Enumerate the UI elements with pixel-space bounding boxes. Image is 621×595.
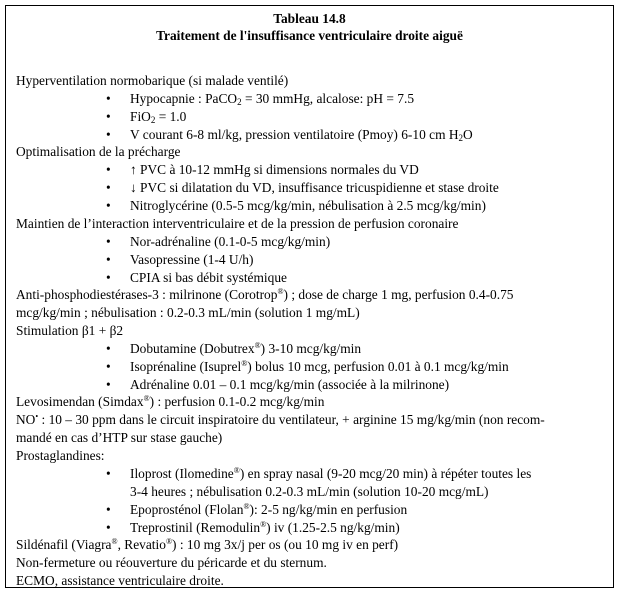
bullet-icon: •	[106, 466, 111, 481]
list-item-treprostinil: Treprostinil (Remodulin®) iv (1.25-2.5 ng/kg/min)	[130, 520, 400, 535]
text-levosimendan: Levosimendan (Simdax®) : perfusion 0.1-0.2 mcg/kg/min	[16, 394, 325, 409]
bullet-icon: •	[106, 109, 111, 124]
bullet-icon: •	[106, 252, 111, 267]
list-item-iloprost-line2: 3-4 heures ; nébulisation 0.2-0.3 mL/min (solution 10-20 mcg/mL)	[130, 484, 489, 499]
list-item-isoprenaline: Isoprénaline (Isuprel®) bolus 10 mcg, perfusion 0.01 à 0.1 mcg/kg/min	[130, 359, 509, 374]
bullet-icon: •	[106, 270, 111, 285]
list-item-hypocapnie: Hypocapnie : PaCO$_2$ = 30 mmHg, alcalose: pH = 7.5	[130, 91, 415, 107]
section-heading-interaction: Maintien de l’interaction interventriculaire et de la pression de perfusion coronaire	[16, 216, 459, 231]
bullet-icon: •	[106, 234, 111, 249]
list-item-fio2: FiO$_2$ = 1.0	[130, 109, 187, 125]
table-frame	[5, 5, 614, 588]
bullet-icon: •	[106, 520, 111, 535]
bullet-icon: •	[106, 180, 111, 195]
bullet-icon: •	[106, 359, 111, 374]
bullet-icon: •	[106, 341, 111, 356]
list-item-vasopressine: Vasopressine (1-4 U/h)	[130, 252, 254, 267]
text-pericarde: Non-fermeture ou réouverture du péricarde et du sternum.	[16, 555, 327, 570]
table-number: Tableau 14.8	[273, 11, 346, 26]
section-heading-hyperventilation: Hyperventilation normobarique (si malade ventilé)	[16, 73, 289, 88]
list-item-nitroglycerine: Nitroglycérine (0.5-5 mcg/kg/min, nébulisation à 2.5 mcg/kg/min)	[130, 198, 486, 213]
text-no-line2: mandé en cas d’HTP sur stase gauche)	[16, 430, 223, 445]
bullet-icon: •	[106, 377, 111, 392]
bullet-icon: •	[106, 127, 111, 142]
text-sildenafil: Sildénafil (Viagra®, Revatio®) : 10 mg 3x/j per os (ou 10 mg iv en perf)	[16, 537, 399, 552]
text-pde3-line1: Anti-phosphodiestérases-3 : milrinone (Corotrop®) ; dose de charge 1 mg, perfusion 0.4-0.75	[16, 287, 514, 302]
text-pde3-line2: mcg/kg/min ; nébulisation : 0.2-0.3 mL/min (solution 1 mg/mL)	[16, 305, 360, 320]
table-title: Traitement de l'insuffisance ventriculaire droite aiguë	[156, 28, 463, 43]
section-heading-precharge: Optimalisation de la précharge	[16, 144, 181, 159]
bullet-icon: •	[106, 502, 111, 517]
list-item-iloprost: Iloprost (Ilomedine®) en spray nasal (9-20 mcg/20 min) à répéter toutes les	[130, 466, 532, 481]
bullet-icon: •	[106, 198, 111, 213]
list-item-v-courant: V courant 6-8 ml/kg, pression ventilatoire (Pmoy) 6-10 cm $H_2O$	[130, 127, 473, 143]
list-item-epoprostenol: Epoprosténol (Flolan®): 2-5 ng/kg/min en perfusion	[130, 502, 408, 517]
text-no-line1: NO• : 10 – 30 ppm dans le circuit inspiratoire du ventilateur, + arginine 15 mg/kg/min (non recom-	[16, 412, 545, 427]
list-item-pvc-up: ↑ PVC à 10-12 mmHg si dimensions normales du VD	[130, 162, 419, 177]
section-heading-beta: Stimulation β1 + β2	[16, 323, 124, 338]
list-item-dobutamine: Dobutamine (Dobutrex®) 3-10 mcg/kg/min	[130, 341, 362, 356]
list-item-pvc-down: ↓ PVC si dilatation du VD, insuffisance tricuspidienne et stase droite	[130, 180, 499, 195]
list-item-cpia: CPIA si bas débit systémique	[130, 270, 287, 285]
text-ecmo: ECMO, assistance ventriculaire droite.	[16, 573, 224, 588]
list-item-adrenaline: Adrénaline 0.01 – 0.1 mcg/kg/min (associée à la milrinone)	[130, 377, 450, 392]
bullet-icon: •	[106, 162, 111, 177]
bullet-icon: •	[106, 91, 111, 106]
section-heading-prostaglandines: Prostaglandines:	[16, 448, 105, 463]
list-item-nor-adrenaline: Nor-adrénaline (0.1-0-5 mcg/kg/min)	[130, 234, 331, 249]
